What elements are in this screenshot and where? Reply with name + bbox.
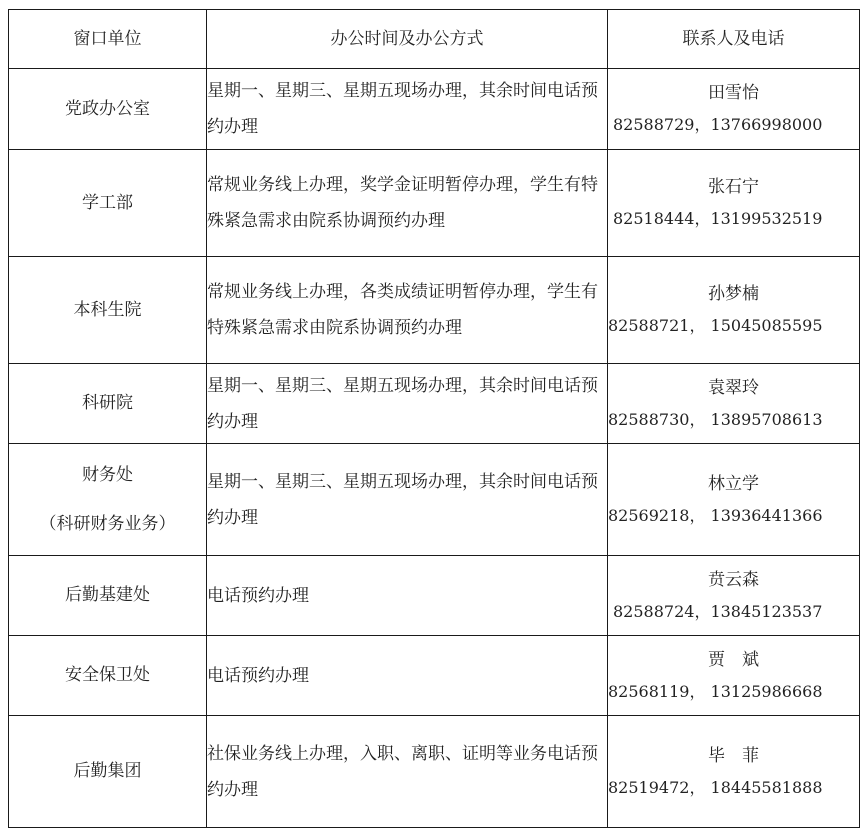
table-row — [9, 150, 860, 257]
hours-cell — [207, 257, 608, 364]
unit-cell — [9, 257, 207, 364]
header-unit: 窗口单位 — [9, 10, 207, 69]
contact-name: 田雪怡 — [708, 83, 759, 103]
table-row — [9, 69, 860, 150]
hours-cell — [207, 716, 608, 828]
header-contact: 联系人及电话 — [608, 10, 860, 69]
hours-cell — [207, 556, 608, 636]
contact-phone: 82588730， 13895708613 — [608, 409, 823, 429]
contact-phone: 82568119， 13125986668 — [608, 681, 823, 701]
unit-name: 后勤集团 — [73, 761, 142, 782]
contact-name: 贲云森 — [708, 569, 759, 590]
hours-cell — [207, 444, 608, 556]
contact-phone: 82518444，13199532519 — [613, 209, 823, 228]
unit-cell — [9, 716, 207, 828]
unit-name: 科研院 — [82, 393, 133, 414]
hours-cell — [207, 150, 608, 257]
contact-name: 贾 斌 — [708, 649, 759, 670]
unit-cell — [9, 636, 207, 716]
table-row — [9, 364, 860, 444]
hours-cell — [207, 69, 608, 150]
table-row — [9, 257, 860, 364]
header-hours: 办公时间及办公方式 — [207, 10, 608, 69]
contact-cell — [608, 69, 860, 150]
office-contact-table — [8, 9, 860, 828]
contact-cell — [608, 556, 860, 636]
table-header-row — [9, 10, 860, 69]
hours-cell — [207, 636, 608, 716]
contact-name: 孙梦楠 — [708, 284, 759, 304]
unit-cell — [9, 444, 207, 556]
unit-name: 党政办公室 — [65, 98, 150, 119]
contact-name: 张石宁 — [708, 177, 759, 197]
unit-name: 后勤基建处 — [65, 585, 150, 606]
contact-phone: 82588721， 15045085595 — [608, 316, 823, 335]
contact-cell — [608, 150, 860, 257]
unit-cell — [9, 150, 207, 257]
unit-cell — [9, 556, 207, 636]
contact-name: 袁翠玲 — [708, 377, 759, 398]
hours-text: 星期一、星期三、星期五现场办理，其余时间电话预约办理 — [207, 81, 598, 137]
contact-phone: 82588724，13845123537 — [613, 601, 823, 621]
hours-text: 社保业务线上办理，入职、离职、证明等业务电话预约办理 — [207, 743, 598, 800]
unit-cell — [9, 69, 207, 150]
contact-name: 毕 菲 — [708, 745, 759, 766]
hours-cell — [207, 364, 608, 444]
contact-cell — [608, 364, 860, 444]
table-row — [9, 716, 860, 828]
unit-name: 财务处 — [82, 465, 133, 486]
unit-name: 安全保卫处 — [65, 665, 150, 686]
table-row — [9, 636, 860, 716]
hours-text: 电话预约办理 — [207, 585, 309, 606]
contact-cell — [608, 636, 860, 716]
contact-phone: 82588729，13766998000 — [613, 115, 823, 134]
contact-cell — [608, 444, 860, 556]
contact-cell — [608, 257, 860, 364]
unit-name: 本科生院 — [73, 299, 142, 320]
unit-subtitle: （科研财务业务） — [39, 513, 176, 534]
unit-cell — [9, 364, 207, 444]
hours-text: 电话预约办理 — [207, 665, 309, 686]
hours-text: 星期一、星期三、星期五现场办理，其余时间电话预约办理 — [207, 471, 598, 528]
contact-cell — [608, 716, 860, 828]
contact-phone: 82519472， 18445581888 — [608, 777, 823, 797]
contact-phone: 82569218， 13936441366 — [608, 505, 823, 525]
unit-name: 学工部 — [82, 192, 133, 213]
hours-text: 常规业务线上办理，各类成绩证明暂停办理，学生有特殊紧急需求由院系协调预约办理 — [207, 282, 598, 338]
hours-text: 星期一、星期三、星期五现场办理，其余时间电话预约办理 — [207, 375, 598, 432]
table-row — [9, 556, 860, 636]
table-row — [9, 444, 860, 556]
hours-text: 常规业务线上办理，奖学金证明暂停办理，学生有特殊紧急需求由院系协调预约办理 — [207, 175, 598, 231]
contact-name: 林立学 — [708, 473, 759, 494]
